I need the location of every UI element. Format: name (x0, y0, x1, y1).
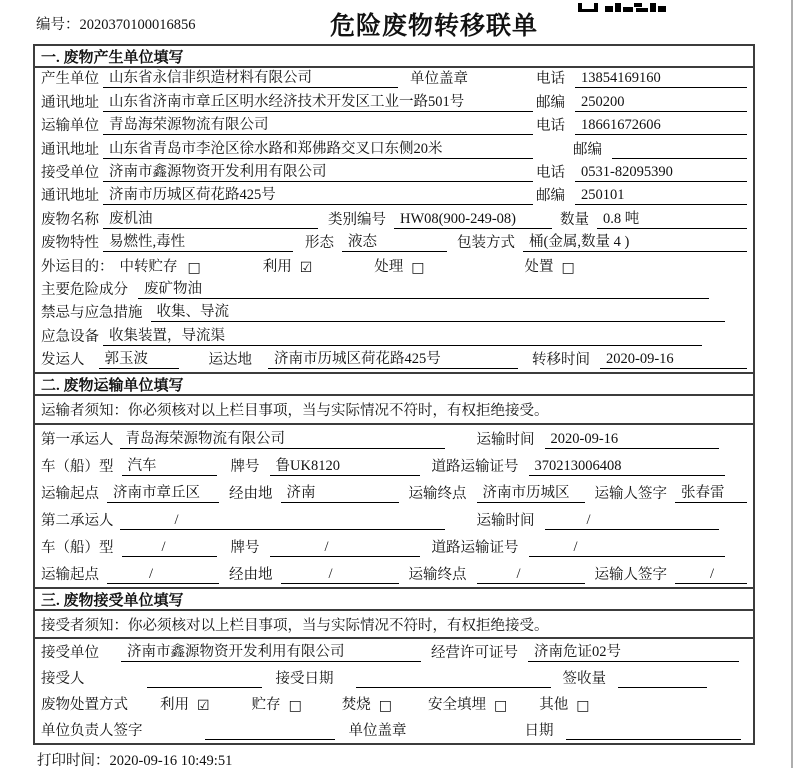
purpose-transfer-checkbox: □ (187, 259, 201, 276)
vehicle2-value: / (122, 539, 217, 557)
disposal-label: 废物处置方式 (41, 697, 128, 714)
waste-property-value: 易燃性,毒性 (103, 230, 293, 252)
transport-address-row (35, 138, 753, 161)
taboo-label: 禁忌与应急措施 (41, 305, 143, 322)
print-time-value: 2020-09-16 10:49:51 (109, 753, 233, 768)
route1-start-value: 济南市章丘区 (107, 481, 219, 503)
shipper-row (35, 349, 753, 372)
road-license1-label: 道路运输证号 (431, 459, 519, 476)
transport-phone-label: 电话 (536, 118, 565, 135)
receive-unit-row (35, 162, 753, 185)
receive-zip-label: 邮编 (536, 188, 565, 205)
emergency-equipment-row (35, 325, 753, 348)
receive-address-label: 通讯地址 (41, 188, 99, 205)
vehicle1-value: 汽车 (122, 454, 217, 476)
disposal-use-checkbox: ☑ (197, 698, 210, 715)
waste-quantity-label: 数量 (560, 211, 589, 228)
vehicle1-row (35, 452, 753, 479)
purpose-option-treat-label: 处理 (374, 258, 404, 275)
route1-end-value: 济南市历城区 (477, 481, 585, 503)
disposal-store-checkbox: □ (288, 698, 302, 715)
route2-row (35, 560, 753, 587)
accept-date-value (356, 671, 551, 688)
receiver-unit-value: 济南市鑫源物资开发利用有限公司 (121, 640, 421, 662)
disposal-burn-label: 焚烧 (341, 697, 371, 714)
disposal-landfill-checkbox: □ (494, 698, 508, 715)
transport-unit-row (35, 115, 753, 138)
producer-unit-row (35, 68, 753, 91)
shipper-value: 郭玉波 (99, 347, 179, 369)
vehicle1-label: 车（船）型 (41, 459, 114, 476)
transport-phone-value: 18661672606 (575, 117, 747, 135)
disposal-other-checkbox: □ (576, 698, 590, 715)
route1-via-value: 济南 (281, 481, 399, 503)
transport-address-value: 山东省青岛市李沧区徐水路和郑佛路交叉口东侧20米 (103, 137, 533, 159)
route1-sign-label: 运输人签字 (594, 486, 667, 503)
disposal-landfill-label: 安全填埋 (428, 697, 487, 714)
receive-unit-value: 济南市鑫源物资开发利用有限公司 (103, 160, 533, 182)
producer-phone-label: 电话 (536, 71, 565, 88)
serial-label: 编号： (36, 17, 80, 33)
receive-unit-label: 接受单位 (41, 164, 99, 181)
receive-phone-label: 电话 (536, 164, 565, 181)
operation-license-value: 济南危证02号 (528, 640, 739, 662)
producer-address-value: 山东省济南市章丘区明水经济技术开发区工业一路501号 (103, 90, 533, 112)
carrier1-row (35, 425, 753, 452)
plate1-label: 牌号 (230, 459, 260, 476)
waste-form-value: 液态 (342, 230, 447, 252)
main-hazard-value: 废矿物油 (138, 277, 709, 299)
road-license1-value: 370213006408 (529, 458, 726, 476)
transport-address-label: 通讯地址 (41, 141, 99, 158)
sign-date-value (566, 723, 742, 740)
route1-start-label: 运输起点 (41, 486, 99, 503)
waste-name-value: 废机油 (103, 207, 318, 229)
carrier2-time-value: / (545, 512, 720, 530)
route1-row (35, 479, 753, 506)
carrier1-value: 青岛海荣源物流有限公司 (120, 427, 445, 449)
purpose-option-use-label: 利用 (262, 258, 292, 275)
purpose-option-transfer-label: 中转贮存 (119, 258, 178, 275)
carrier1-label: 第一承运人 (41, 432, 114, 449)
route2-start-value: / (107, 566, 219, 584)
waste-form-label: 形态 (305, 235, 334, 252)
emergency-equipment-value: 收集装置，导流渠 (103, 324, 702, 346)
section1-header: 一. 废物产生单位填写 (35, 46, 753, 68)
carrier2-row (35, 506, 753, 533)
receiver-unit-row (35, 639, 753, 665)
waste-name-label: 废物名称 (41, 211, 99, 228)
carrier2-time-label: 运输时间 (476, 513, 535, 530)
route2-end-value: / (477, 566, 585, 584)
purpose-option-dispose-label: 处置 (524, 258, 554, 275)
route1-via-label: 经由地 (229, 486, 273, 503)
responsible-signature-label: 单位负责人签字 (41, 723, 143, 740)
signed-amount-value (618, 671, 707, 688)
producer-zip-value: 250200 (575, 94, 747, 112)
purpose-treat-checkbox: □ (411, 259, 425, 276)
serial-number-line (36, 13, 196, 34)
section2-header: 二. 废物运输单位填写 (35, 372, 753, 396)
producer-zip-label: 邮编 (536, 94, 565, 111)
waste-property-label: 废物特性 (41, 235, 99, 252)
plate2-label: 牌号 (230, 540, 260, 557)
qr-code-fragment-icon (578, 0, 666, 9)
receive-phone-value: 0531-82095390 (575, 164, 747, 182)
producer-unit-value: 山东省永信非织造材料有限公司 (103, 66, 398, 88)
producer-address-row (35, 91, 753, 114)
accept-date-label: 接受日期 (275, 671, 334, 688)
plate2-value: / (270, 539, 420, 557)
transport-unit-value: 青岛海荣源物流有限公司 (103, 113, 533, 135)
acceptor-row (35, 665, 753, 691)
road-license2-value: / (529, 539, 726, 557)
waste-name-row (35, 208, 753, 231)
section3-header: 三. 废物接受单位填写 (35, 587, 753, 611)
shipper-label: 发运人 (41, 352, 85, 369)
waste-category-value: HW08(900-249-08) (394, 211, 552, 229)
packing-value: 桶(金属,数量 4 ) (523, 230, 747, 252)
producer-phone-value: 13854169160 (575, 70, 747, 88)
carrier1-time-value: 2020-09-16 (545, 431, 720, 449)
transfer-time-label: 转移时间 (532, 352, 590, 369)
producer-unit-label: 产生单位 (41, 71, 99, 88)
packing-label: 包装方式 (457, 235, 515, 252)
destination-value: 济南市历城区荷花路425号 (268, 347, 518, 369)
print-time-label: 打印时间： (37, 753, 110, 768)
section2-notice: 运输者须知：你必须核对以上栏目事项，当与实际情况不符时，有权拒绝接受。 (35, 396, 753, 425)
road-license2-label: 道路运输证号 (431, 540, 519, 557)
receive-address-value: 济南市历城区荷花路425号 (103, 183, 533, 205)
receive-zip-value: 250101 (575, 187, 747, 205)
destination-label: 运达地 (208, 352, 252, 369)
route2-sign-value: / (675, 566, 747, 584)
purpose-use-checkbox: ☑ (299, 259, 313, 276)
operation-license-label: 经营许可证号 (431, 645, 518, 662)
purpose-dispose-checkbox: □ (561, 259, 575, 276)
receive-address-row (35, 185, 753, 208)
disposal-store-label: 贮存 (251, 697, 281, 714)
purpose-label: 外运目的： (41, 258, 114, 275)
carrier1-time-label: 运输时间 (476, 432, 535, 449)
acceptor-value (147, 671, 262, 688)
responsible-signature-value (205, 723, 335, 740)
waste-quantity-value: 0.8 吨 (597, 207, 747, 229)
disposal-burn-checkbox: □ (378, 698, 393, 715)
receiver-unit-label: 接受单位 (41, 645, 99, 662)
transfer-time-value: 2020-09-16 (600, 351, 747, 369)
transport-unit-label: 运输单位 (41, 118, 99, 135)
signature-row (35, 717, 753, 743)
route1-end-label: 运输终点 (408, 486, 467, 503)
waste-category-label: 类别编号 (328, 211, 386, 228)
plate1-value: 鲁UK8120 (270, 454, 420, 476)
route2-start-label: 运输起点 (41, 567, 99, 584)
vehicle2-label: 车（船）型 (41, 540, 114, 557)
sign-date-label: 日期 (524, 723, 554, 740)
purpose-row (35, 255, 753, 278)
page-right-edge (791, 0, 793, 768)
route2-sign-label: 运输人签字 (594, 567, 667, 584)
carrier2-label: 第二承运人 (41, 513, 114, 530)
carrier2-value: / (120, 512, 445, 530)
serial-number: 2020370100016856 (79, 17, 196, 33)
disposal-other-label: 其他 (539, 697, 569, 714)
route2-via-label: 经由地 (229, 567, 273, 584)
route1-sign-value: 张春雷 (675, 481, 747, 503)
route2-end-label: 运输终点 (408, 567, 467, 584)
print-time-line (37, 749, 232, 768)
producer-seal-label: 单位盖章 (410, 71, 468, 88)
route2-via-value: / (281, 566, 399, 584)
main-hazard-label: 主要危险成分 (41, 281, 128, 298)
taboo-row (35, 302, 753, 325)
unit-seal-label: 单位盖章 (348, 723, 407, 740)
section3-notice: 接受者须知：你必须核对以上栏目事项，当与实际情况不符时，有权拒绝接受。 (35, 611, 753, 639)
acceptor-label: 接受人 (41, 671, 85, 688)
waste-property-row (35, 232, 753, 255)
signed-amount-label: 签收量 (562, 671, 606, 688)
transport-zip-value (612, 142, 747, 159)
transport-zip-label: 邮编 (573, 141, 602, 158)
disposal-row (35, 691, 753, 717)
emergency-equipment-label: 应急设备 (41, 328, 99, 345)
disposal-use-label: 利用 (160, 697, 189, 714)
vehicle2-row (35, 533, 753, 560)
taboo-value: 收集、导流 (151, 300, 726, 322)
main-hazard-row (35, 279, 753, 302)
transfer-form-table (33, 44, 755, 745)
producer-address-label: 通讯地址 (41, 94, 99, 111)
page-title: 危险废物转移联单 (330, 13, 539, 40)
